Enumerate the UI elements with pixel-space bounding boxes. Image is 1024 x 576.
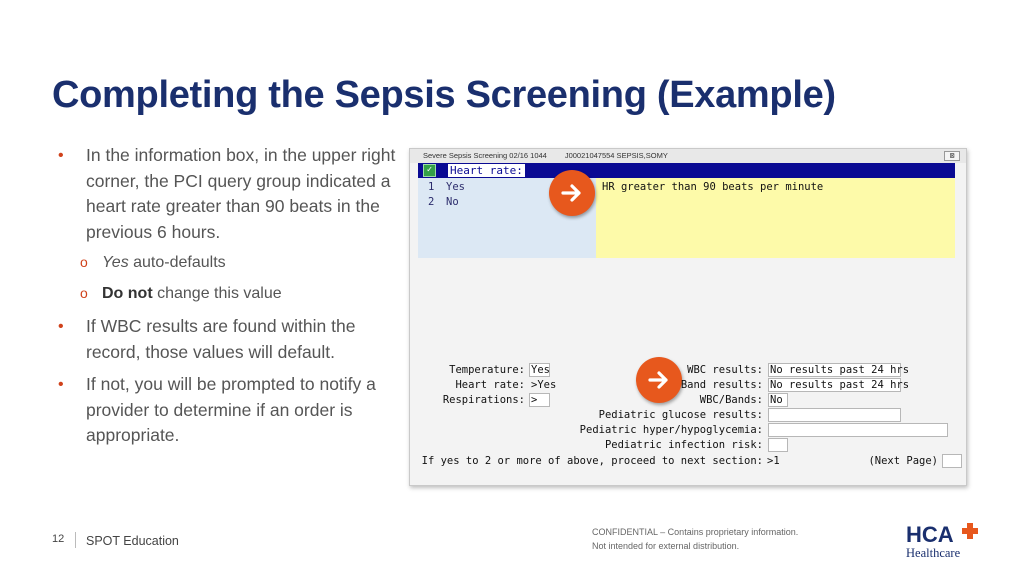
logo-text-top: HCA: [906, 522, 954, 547]
pediatric-glucose-field[interactable]: [768, 408, 901, 422]
check-icon[interactable]: ✓: [423, 164, 436, 177]
yes-rest: auto-defaults: [128, 254, 226, 271]
sub-bullet-do-not: [56, 283, 396, 305]
close-icon[interactable]: ⊠: [944, 151, 960, 161]
logo-text-bottom: Healthcare: [906, 546, 961, 560]
bullet-list: [56, 143, 396, 456]
do-not-rest: change this value: [152, 285, 282, 302]
option-number: 2: [428, 196, 435, 208]
footer-label: SPOT Education: [86, 534, 179, 548]
sub-bullet-yes: [56, 252, 396, 274]
band-results-field[interactable]: No results past 24 hrs: [770, 379, 910, 391]
option-label: Yes: [446, 181, 465, 193]
option-label: No: [446, 196, 459, 208]
temperature-label: Temperature:: [449, 364, 525, 376]
page-number: 12: [52, 533, 65, 545]
slide-title: Completing the Sepsis Screening (Example): [52, 74, 836, 116]
wbc-bands-field[interactable]: No: [768, 393, 788, 407]
option-no[interactable]: [428, 196, 459, 208]
hca-healthcare-logo: [906, 520, 986, 560]
proceed-field[interactable]: >1: [767, 455, 780, 467]
confidential-line-2: Not intended for external distribution.: [592, 541, 740, 551]
heart-rate-field[interactable]: >Yes: [531, 379, 557, 391]
footer-divider: [75, 532, 76, 548]
option-number: 1: [428, 181, 435, 193]
arrow-right-icon: [549, 170, 595, 216]
heart-rate-header: Heart rate:: [450, 164, 523, 177]
pediatric-infection-risk-label: Pediatric infection risk:: [604, 439, 763, 451]
pediatric-hyper-hypo-label: Pediatric hyper/hypoglycemia:: [579, 424, 763, 436]
wbc-bands-label: WBC/Bands:: [699, 394, 763, 406]
bullet-wbc: • If WBC results are found within the record, those values will default.: [56, 314, 396, 365]
band-results-label: Band results:: [680, 379, 763, 391]
next-page-label[interactable]: (Next Page): [868, 455, 938, 467]
window-patient: J00021047554 SEPSIS,SOMY: [564, 151, 668, 160]
confidential-notice: [592, 525, 798, 553]
window-titlebar: [410, 149, 966, 163]
bullet-notify: • If not, you will be prompted to notify a provider to determine if an order is appropriate.: [56, 372, 396, 449]
pediatric-hyper-hypo-field[interactable]: [768, 423, 948, 437]
yes-em: Yes: [102, 254, 129, 271]
info-text: HR greater than 90 beats per minute: [602, 181, 824, 193]
wbc-results-label: WBC results:: [687, 364, 763, 376]
respirations-field[interactable]: >: [529, 393, 550, 407]
next-page-field[interactable]: [942, 454, 962, 468]
pediatric-infection-risk-field[interactable]: [768, 438, 788, 452]
bullet-info-box: • In the information box, in the upper right corner, the PCI query group indicated a heart rate greater than 90 beats in the previous 6 hours.: [56, 143, 396, 245]
arrow-right-icon: [636, 357, 682, 403]
do-not-bold: Do not: [102, 285, 153, 302]
proceed-label: If yes to 2 or more of above, proceed to next section:: [421, 455, 763, 467]
option-yes[interactable]: [428, 181, 465, 193]
respirations-label: Respirations:: [442, 394, 525, 406]
window-title: Severe Sepsis Screening 02/16 1044: [423, 151, 547, 160]
confidential-line-1: CONFIDENTIAL – Contains proprietary information.: [592, 527, 799, 537]
sepsis-screening-window: [409, 148, 967, 486]
logo-cross-icon: [962, 523, 978, 539]
heart-rate-label: Heart rate:: [455, 379, 525, 391]
temperature-field[interactable]: Yes: [531, 364, 550, 376]
wbc-results-field[interactable]: No results past 24 hrs: [770, 364, 910, 376]
pediatric-glucose-label: Pediatric glucose results:: [598, 409, 763, 421]
